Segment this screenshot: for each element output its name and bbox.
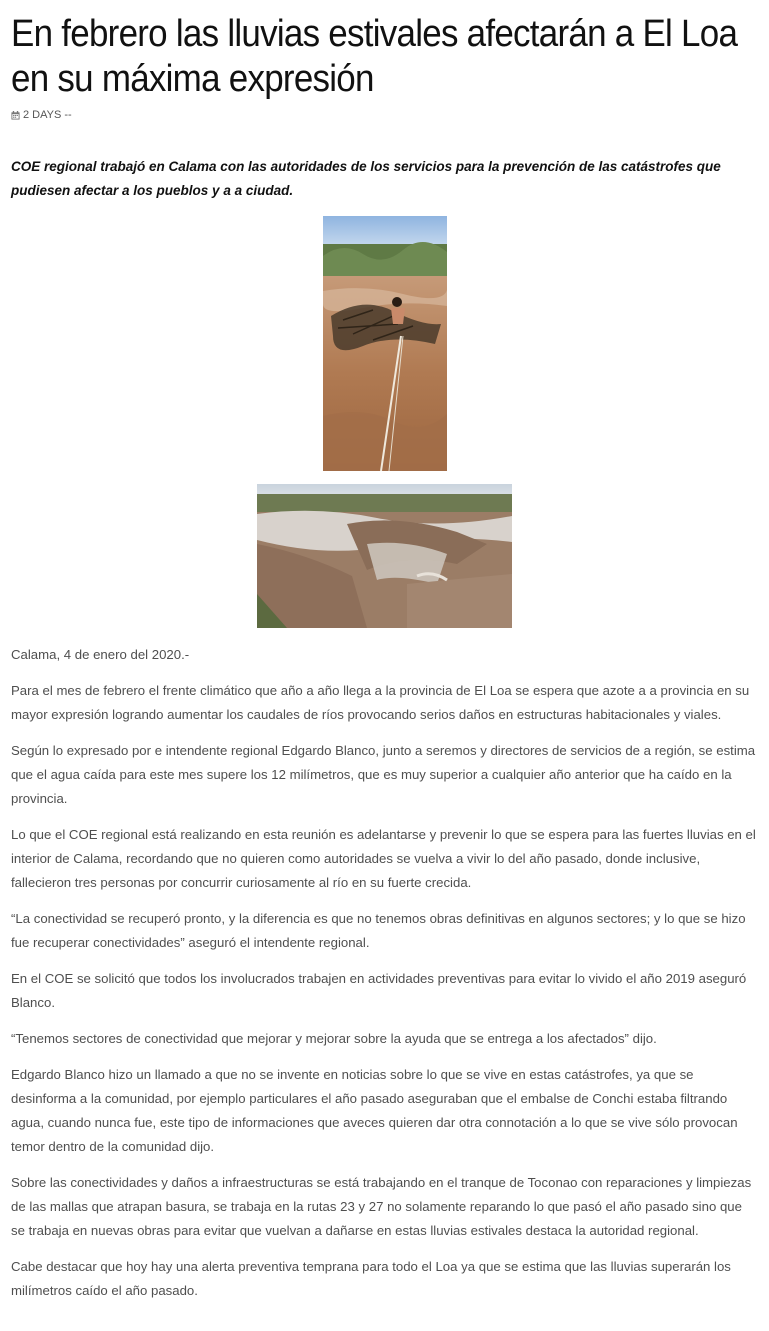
- flooded-road-photo: [257, 484, 512, 628]
- article-paragraph: “Tenemos sectores de conectividad que mejorar y mejorar sobre la ayuda que se entrega a los afectados” dijo.: [11, 1031, 657, 1046]
- article-paragraph: En el COE se solicitó que todos los involucrados trabajen en actividades preventivas para evitar lo vivido el año 2019 aseguró Blanco.: [11, 971, 747, 1010]
- flood-rescue-photo: [323, 216, 447, 471]
- article-paragraph: Según lo expresado por e intendente regional Edgardo Blanco, junto a seremos y directores de servicios de a región, se estima que el agua caída para este mes supere los 12 milímetros, que es muy superior a cualquier año anterior que ha caído en la provincia.: [11, 743, 756, 806]
- article-meta: [11, 108, 758, 122]
- article-title: En febrero las lluvias estivales afectarán a El Loa en su máxima expresión: [11, 13, 738, 100]
- article-paragraph: Calama, 4 de enero del 2020.-: [11, 647, 190, 662]
- article-lead: COE regional trabajó en Calama con las autoridades de los servicios para la prevención de las catástrofes que pudiesen afectar a los pueblos y a a ciudad.: [11, 159, 721, 198]
- article-paragraph: “La conectividad se recuperó pronto, y la diferencia es que no tenemos obras definitivas en algunos sectores; y lo que se hizo fue recuperar conectividades” aseguró el intendente regional.: [11, 911, 746, 950]
- article-paragraph: Edgardo Blanco hizo un llamado a que no se invente en noticias sobre lo que se vive en estas catástrofes, ya que se desinforma a la comunidad, por ejemplo particulares el año pasado aseguraban que el embalse de Conchi estaba filtrando agua, cuando nunca fue, este tipo de informaciones que aveces quieren dar otra connotación a lo que se vive sólo provocan temor dentro de la comunidad dijo.: [11, 1067, 738, 1154]
- article-paragraph: Sobre las conectividades y daños a infraestructuras se está trabajando en el tranque de Toconao con reparaciones y limpiezas de las mallas que atrapan basura, se trabaja en la rutas 23 y 27 no solamente reparando lo que pasó el año pasado sino que se trabaja en nuevas obras para evitar que vuelvan a dañarse en estas lluvias estivales destaca la autoridad regional.: [11, 1175, 752, 1238]
- article-body: [11, 643, 758, 1303]
- article-paragraph: Cabe destacar que hoy hay una alerta preventiva temprana para todo el Loa ya que se estima que las lluvias superarán los milímetros caído el año pasado.: [11, 1259, 731, 1298]
- article-paragraph: Para el mes de febrero el frente climático que año a año llega a la provincia de El Loa se espera que azote a a provincia en su mayor expresión logrando aumentar los caudales de ríos provocando serios daños en estructuras habitacionales y viales.: [11, 683, 750, 722]
- article-paragraph: Lo que el COE regional está realizando en esta reunión es adelantarse y prevenir lo que se espera para las fuertes lluvias en el interior de Calama, recordando que no quieren como autoridades se vuelva a vivir lo del año pasado, donde inclusive, fallecieron tres personas por concurrir curiosamente al río en su fuerte crecida.: [11, 827, 756, 890]
- article-date: 2 DAYS --: [23, 109, 72, 121]
- calendar-icon: [11, 111, 20, 120]
